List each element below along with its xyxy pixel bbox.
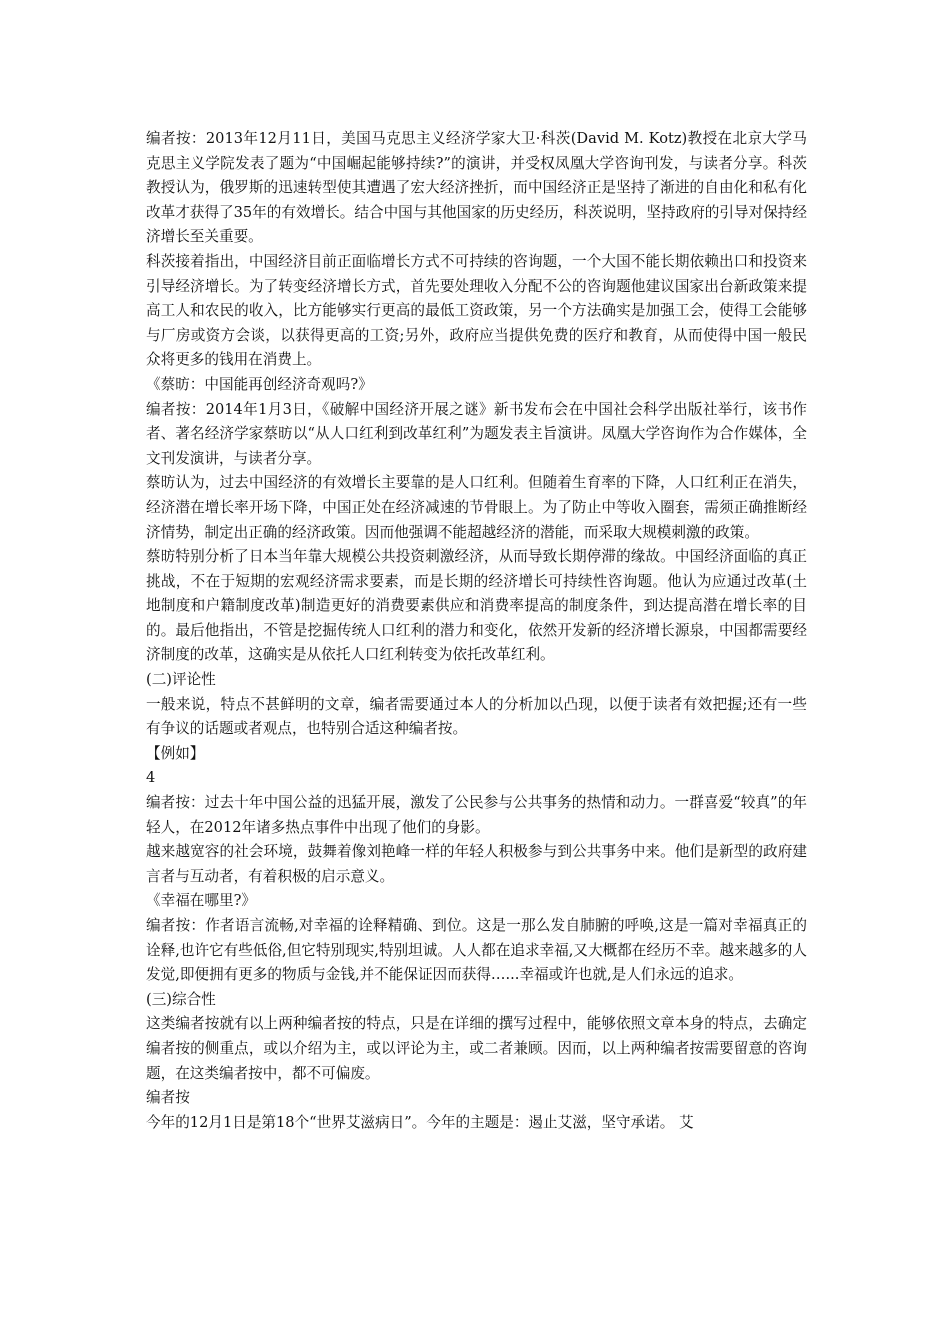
- paragraph-happiness-note: 编者按：作者语言流畅,对幸福的诠释精确、到位。这是一那么发自肺腑的呼唤,这是一篇对幸福真正的诠释,也许它有些低俗,但它特别现实,特别坦诚。人人都在追求幸福,又大概都在经历不幸。越来越多的人发觉,即便拥有更多的物质与金钱,并不能保证因而获得…...幸福或许也就,是人们永远的追求。: [146, 917, 807, 984]
- example-number: 4: [146, 769, 156, 787]
- paragraph-aids-day: 今年的12月1日是第18个“世界艾滋病日”。今年的主题是：遏止艾滋，坚守承诺。 艾: [146, 1113, 694, 1131]
- paragraph-tolerant-society: 越来越宽容的社会环境，鼓舞着像刘艳峰一样的年轻人积极参与到公共事务中来。他们是新型的政府建言者与互动者，有着积极的启示意义。: [146, 843, 807, 885]
- paragraph-caifang-japan: 蔡昉特别分析了日本当年靠大规模公共投资刺激经济，从而导致长期停滞的缘故。中国经济面临的真正挑战，不在于短期的宏观经济需求要素，而是长期的经济增长可持续性咨询题。他认为应通过改革(土地制度和户籍制度改革)制造更好的消费要素供应和消费率提高的制度条件，到达提高潜在增长率的目的。最后他指出，不管是挖掘传统人口红利的潜力和变化，依然开发新的经济增长源泉，中国都需要经济制度的改革，这确实是从依托人口红利转变为依托改革红利。: [146, 548, 807, 664]
- document-body: [146, 127, 807, 1135]
- paragraph-comprehensive-desc: 这类编者按就有以上两种编者按的特点，只是在详细的撰写过程中，能够依照文章本身的特点，去确定编者按的侧重点，或以介绍为主，或以评论为主，或二者兼顾。因而，以上两种编者按需要留意的咨询题，在这类编者按中，都不可偏废。: [146, 1015, 807, 1082]
- paragraph-caifang-title: 《蔡昉：中国能再创经济奇观吗?》: [146, 375, 373, 393]
- paragraph-caifang-intro: 编者按：2014年1月3日，《破解中国经济开展之谜》新书发布会在中国社会科学出版社举行，该书作者、著名经济学家蔡昉以“从人口红利到改革红利”为题发表主旨演讲。凤凰大学咨询作为合作媒体，全文刊发演讲，与读者分享。: [146, 400, 807, 467]
- paragraph-happiness-title: 《幸福在哪里?》: [146, 892, 256, 910]
- paragraph-caifang-dividend: 蔡昉认为，过去中国经济的有效增长主要靠的是人口红利。但随着生育率的下降，人口红利正在消失，经济潜在增长率开场下降，中国正处在经济减速的节骨眼上。为了防止中等收入圈套，需须正确推断经济情势，制定出正确的经济政策。因而他强调不能超越经济的潜能，而采取大规模刺激的政策。: [146, 474, 807, 541]
- section-heading-comprehensive: (三)综合性: [146, 990, 216, 1008]
- example-label: 【例如】: [146, 744, 205, 762]
- paragraph-kotz-intro: 编者按：2013年12月11日，美国马克思主义经济学家大卫·科茨(David M. Kotz)教授在北京大学马克思主义学院发表了题为“中国崛起能够持续?”的演讲，并受权凤凰大学咨询刊发，与读者分享。科茨教授认为，俄罗斯的迅速转型使其遭遇了宏大经济挫折，而中国经济正是坚持了渐进的自由化和私有化改革才获得了35年的有效增长。结合中国与其他国家的历史经历，科茨说明，坚持政府的引导对保持经济增长至关重要。: [146, 130, 807, 246]
- section-heading-commentary: (二)评论性: [146, 671, 216, 689]
- paragraph-kotz-growth: 科茨接着指出，中国经济目前正面临增长方式不可持续的咨询题，一个大国不能长期依赖出口和投资来引导经济增长。为了转变经济增长方式，首先要处理收入分配不公的咨询题他建议国家出台新政策来提高工人和农民的收入，比方能够实行更高的最低工资政策，另一个方法确实是加强工会，使得工会能够与厂房或资方会谈，以获得更高的工资;另外，政府应当提供免费的医疗和教育，从而使得中国一般民众将更多的钱用在消费上。: [146, 252, 807, 369]
- paragraph-public-welfare: 编者按：过去十年中国公益的迅猛开展，激发了公民参与公共事务的热情和动力。一群喜爱“较真”的年轻人，在2012年诸多热点事件中出现了他们的身影。: [146, 794, 807, 836]
- paragraph-editor-note-label: 编者按: [146, 1089, 190, 1107]
- paragraph-commentary-desc: 一般来说，特点不甚鲜明的文章，编者需要通过本人的分析加以凸现，以便于读者有效把握;还有一些有争议的话题或者观点，也特别合适这种编者按。: [146, 695, 807, 738]
